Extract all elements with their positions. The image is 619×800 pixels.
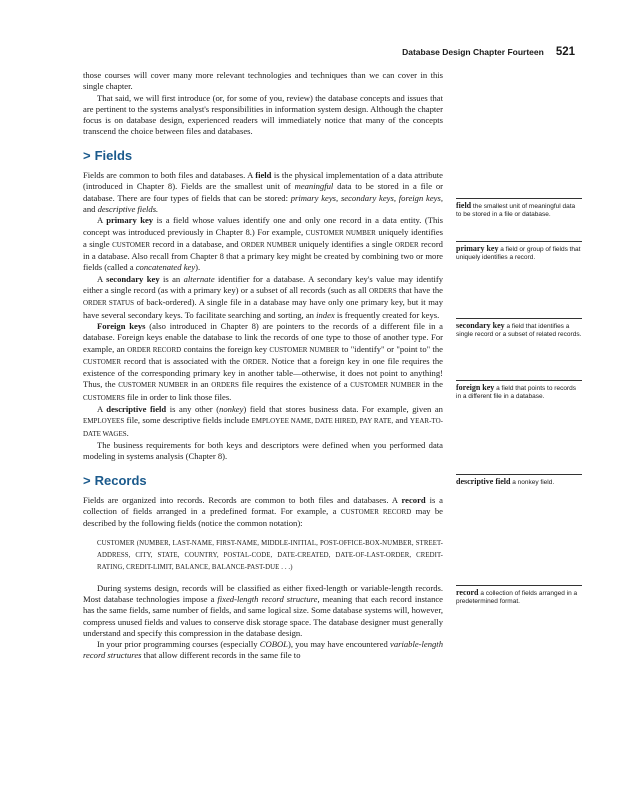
page-number: 521 — [555, 46, 575, 58]
text-run: record in a database. Also recall from Chapter 8 that a primary key might be created by combining two or more fields (called a — [83, 238, 443, 273]
margin-definition: the smallest unit of meaningful data to be stored in a file or database. — [456, 203, 576, 219]
margin-definition-record — [456, 585, 582, 606]
emphasis: fixed-length record structure, — [217, 593, 320, 604]
fields-paragraph-2 — [83, 215, 443, 273]
margin-definition: a collection of fields arranged in a predetermined format. — [456, 590, 578, 606]
text-run: and — [83, 203, 98, 214]
intro-paragraph-1: those courses will cover many more relevant technologies and techniques than we can cover in this single chapter. — [83, 70, 443, 92]
small-caps-run: ORDER STATUS — [83, 299, 135, 308]
text-run: is any other ( — [166, 404, 220, 415]
emphasis: index — [316, 309, 335, 320]
small-caps-run: CUSTOMER NUMBER — [118, 381, 189, 390]
text-run: . Notice that a foreign key in one file requires the existence of the corresponding primary key in another table—otherwise, it does not point to anything! Thus, the — [83, 355, 443, 390]
running-header-title: Database Design Chapter Fourteen — [402, 47, 544, 57]
small-caps-run: CUSTOMER — [83, 357, 121, 366]
text-run: file, some descriptive fields include — [124, 415, 252, 426]
emphasis: primary keys, secondary keys, foreign keys, — [290, 192, 443, 203]
emphasis: meaningful — [294, 181, 334, 192]
emphasis: COBOL — [259, 639, 288, 650]
text-run: that allow different records in the same file to — [141, 650, 301, 661]
small-caps-run: YEAR-TO-DATE WAGES — [83, 417, 443, 438]
small-caps-run: ORDER — [242, 357, 267, 366]
text-run: uniquely identifies a single — [83, 226, 443, 249]
text-run: A — [97, 404, 107, 415]
chevron-right-icon: > — [83, 472, 91, 488]
text-run: identifier for a database. A secondary key's value may identify either a single record (as with a primary key) or a subset of all records (such as all — [83, 273, 443, 296]
fields-paragraph-6: The business requirements for both keys and descriptors were defined when you performed data modeling in systems analysis (Chapter 8). — [83, 439, 443, 462]
small-caps-run: ORDERS — [368, 287, 397, 296]
margin-term: secondary key — [456, 321, 505, 330]
text-run: A — [97, 273, 107, 284]
margin-definition: a nonkey field. — [512, 479, 555, 486]
text-run: is a collection of fields arranged in a predefined format. For example, a — [83, 494, 443, 517]
text-run: to "identify" or "point to" the — [339, 343, 443, 354]
text-run: In your prior programming courses (especially — [97, 639, 260, 650]
fields-paragraph-5 — [83, 404, 443, 440]
margin-definition: a field that identifies a single record or a subset of related records. — [456, 323, 582, 339]
text-run: A — [97, 215, 107, 226]
margin-definition-field — [456, 198, 582, 219]
fields-paragraph-3 — [83, 274, 443, 321]
section-heading-fields-label: Fields — [94, 147, 133, 163]
emphasis: concatenated key — [135, 262, 196, 273]
intro-paragraph-2: That said, we will first introduce (or, for some of you, review) the database concepts and issues that are pertinent to the systems analyst's responsibilities in information system design. Although the chapter focus is on database design, experienced readers will immediately notice that many of the concepts transcend the choice between files and databases. — [83, 92, 443, 137]
fields-paragraph-4 — [83, 321, 443, 404]
term-primary-key: primary key — [106, 215, 154, 226]
margin-term: primary key — [456, 244, 499, 253]
text-run: may be described by the following fields (notice the common notation): — [83, 506, 443, 529]
text-run: Fields are common to both files and databases. A — [83, 170, 256, 181]
text-run: that have the — [396, 285, 443, 296]
small-caps-run: EMPLOYEES — [83, 417, 125, 426]
text-run: data to be stored in a file or database. There are four types of fields that can be stored: — [83, 181, 443, 203]
fields-paragraph-1 — [83, 170, 443, 215]
text-run: . — [126, 427, 129, 438]
margin-definition: a field or group of fields that uniquely identifies a record. — [456, 246, 581, 262]
text-run: uniquely identifies a single — [296, 238, 395, 249]
text-run: (also introduced in Chapter 8) are pointers to the records of a different file in a database. Foreign keys enable the database to link the records of one type to those of another type. For example, an — [83, 320, 443, 354]
term-descriptive-field: descriptive field — [106, 404, 167, 415]
small-caps-run: ORDER NUMBER — [240, 240, 297, 249]
records-paragraph-1 — [83, 495, 443, 530]
customer-record-definition: CUSTOMER (NUMBER, LAST-NAME, FIRST-NAME, MIDDLE-INITIAL, POST-OFFICE-BOX-NUMBER, STREET-ADDRESS, CITY, STATE, COUNTRY, POSTAL-CODE, DATE-CREATED, DATE-OF-LAST-ORDER, CREDIT-RATING, CREDIT-LIMIT, BALANCE, BALANCE-PAST-DUE . . .) — [97, 539, 443, 571]
text-run: is frequently created for keys. — [334, 309, 440, 320]
small-caps-run: CUSTOMER RECORD — [340, 508, 412, 517]
small-caps-run: ORDER — [394, 240, 419, 249]
small-caps-run: CUSTOMER NUMBER — [350, 381, 421, 390]
text-run: is a field whose values identify one and only one record in a data entity. (This concept was introduced previously in Chapter 8.) For example, — [83, 215, 443, 237]
emphasis: nonkey — [219, 404, 244, 415]
text-run: ) field that stores business data. For example, given an — [243, 404, 443, 415]
text-run: and — [393, 415, 411, 426]
records-paragraph-3 — [83, 639, 443, 662]
margin-term: descriptive field — [456, 477, 511, 486]
text-run: ). — [195, 262, 201, 273]
margin-definition-descriptive-field — [456, 474, 582, 487]
main-text-column — [83, 70, 443, 662]
margin-definition-primary-key — [456, 241, 582, 262]
text-run: in the — [420, 379, 443, 390]
text-run: record that is associated with the — [121, 355, 243, 366]
small-caps-run: CUSTOMER NUMBER — [305, 228, 376, 237]
section-heading-records-label: Records — [94, 472, 147, 488]
text-run: contains the foreign key — [181, 343, 270, 354]
section-heading-fields — [83, 147, 443, 163]
small-caps-run: CUSTOMER — [112, 240, 151, 249]
margin-term: field — [456, 201, 472, 210]
margin-definition: a field that points to records in a different file in a database. — [456, 385, 576, 401]
text-run: file requires the existence of a — [238, 379, 351, 390]
small-caps-run: CUSTOMER NUMBER — [269, 345, 340, 354]
section-heading-records — [83, 472, 443, 488]
emphasis: descriptive fields. — [97, 203, 159, 214]
term-foreign-keys: Foreign keys — [97, 320, 146, 331]
text-run: is the physical implementation of a data attribute (introduced in Chapter 8). Fields are the smallest unit of — [83, 170, 443, 192]
chevron-right-icon: > — [83, 147, 91, 163]
text-run: meaning that each record instance has the same fields, same number of fields, and same logical size. Some database systems will, however, compress unused fields and values to conserve disk storage space. The database designer must generally understand and specify this compression in the database design. — [83, 593, 443, 638]
text-run: is an — [159, 273, 184, 284]
emphasis: variable-length record structures — [83, 639, 443, 661]
small-caps-run: CUSTOMERS — [83, 393, 125, 402]
text-run: ), you may have encountered — [287, 639, 391, 650]
text-run: During systems design, records will be classified as either fixed-length or variable-length records. Most database technologies impose a — [83, 582, 443, 604]
running-header — [320, 46, 575, 58]
margin-definition-foreign-key — [456, 380, 582, 401]
margin-term: record — [456, 588, 479, 597]
small-caps-run: ORDER RECORD — [127, 345, 182, 354]
small-caps-run: ORDERS — [211, 381, 239, 390]
text-run: Fields are organized into records. Records are common to both files and databases. A — [83, 494, 402, 505]
term-secondary-key: secondary key — [106, 273, 160, 284]
margin-definition-secondary-key — [456, 318, 582, 339]
emphasis: alternate — [183, 273, 215, 284]
text-run: of back-ordered). A single file in a database may have only one primary key, but it may have several secondary keys. To facilitate searching and sorting, an — [83, 297, 443, 320]
term-record: record — [401, 494, 426, 505]
margin-term: foreign key — [456, 383, 495, 392]
term-field: field — [255, 170, 272, 181]
small-caps-run: EMPLOYEE NAME, DATE HIRED, PAY RATE, — [251, 417, 394, 426]
text-run: record in a database, and — [150, 238, 241, 249]
records-paragraph-2 — [83, 583, 443, 639]
text-run: in an — [188, 379, 212, 390]
text-run: file in order to link those files. — [124, 391, 232, 402]
